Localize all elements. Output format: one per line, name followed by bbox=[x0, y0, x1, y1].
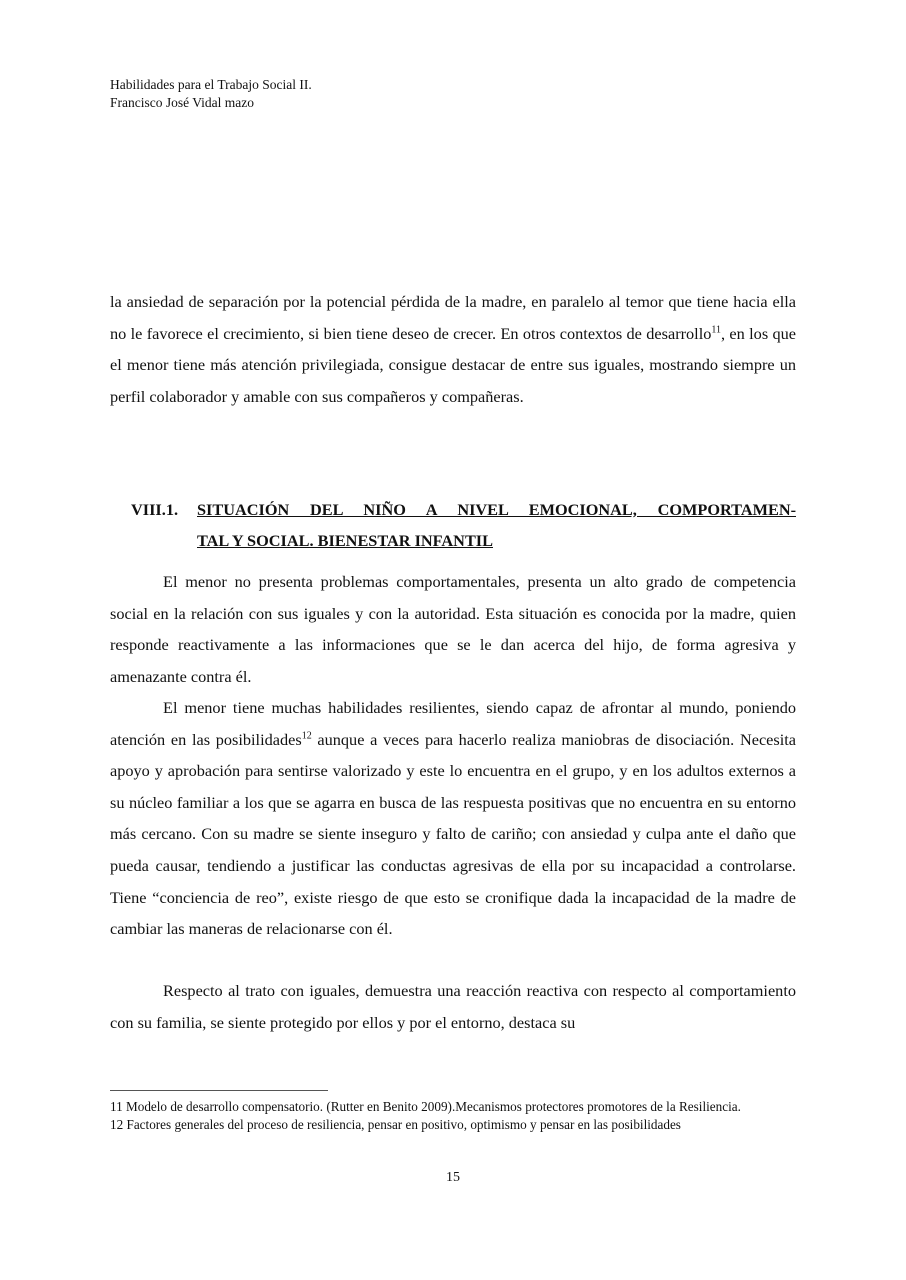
header-course-title: Habilidades para el Trabajo Social II. bbox=[110, 77, 312, 92]
paragraph-text: Respecto al trato con iguales, demuestra una reacción reactiva con respecto al comportamiento con su familia, se siente protegido por ellos y por el entorno, destaca su bbox=[110, 981, 796, 1032]
footnote-separator bbox=[110, 1090, 328, 1091]
paragraph-text: , en los que el menor tiene más atención privilegiada, consigue destacar de entre sus iguales, mostrando siempre un perfil colaborador y amable con sus compañeros y compañeras. bbox=[110, 323, 797, 406]
section-title-line-1: SITUACIÓN DEL NIÑO A NIVEL EMOCIONAL, COMPORTAMEN- bbox=[197, 500, 796, 519]
section-title-line-2: TAL Y SOCIAL. BIENESTAR INFANTIL bbox=[197, 531, 493, 550]
body-paragraph-3 bbox=[110, 692, 796, 945]
paragraph-text: El menor tiene muchas habilidades resilientes, siendo capaz de afrontar al mundo, poniendo atención en las posibilidades bbox=[110, 698, 796, 749]
footnote-ref-12[interactable]: 12 bbox=[301, 730, 312, 742]
body-paragraph-2 bbox=[110, 566, 796, 692]
body-paragraph-1 bbox=[110, 286, 796, 412]
footnote-11: 11 Modelo de desarrollo compensatorio. (Rutter en Benito 2009).Mecanismos protectores promotores de la Resiliencia. bbox=[110, 1099, 741, 1114]
footnotes bbox=[110, 1098, 796, 1133]
page-number: 15 bbox=[446, 1170, 460, 1185]
header-author: Francisco José Vidal mazo bbox=[110, 95, 255, 110]
body-paragraph-4 bbox=[110, 975, 796, 1038]
paragraph-text: la ansiedad de separación por la potencial pérdida de la madre, en paralelo al temor que tiene hacia ella no le favorece el crecimiento, si bien tiene deseo de crecer. En otros contextos de desarrollo bbox=[110, 292, 796, 343]
footnote-12: 12 Factores generales del proceso de resiliencia, pensar en positivo, optimismo y pensar en las posibilidades bbox=[110, 1116, 681, 1132]
section-number: VIII.1. bbox=[131, 500, 179, 519]
section-title bbox=[197, 494, 796, 556]
page-header bbox=[110, 76, 312, 112]
paragraph-text: aunque a veces para hacerlo realiza maniobras de disociación. Necesita apoyo y aprobación para sentirse valorizado y este lo encuentra en el grupo, y en los adultos externos a su núcleo familiar a los que se agarra en busca de las respuesta positivas que no encuentra en su entorno más cercano. Con su madre se siente inseguro y falto de cariño; con ansiedad y culpa ante el daño que pueda causar, tendiendo a justificar las conductas agresivas de ella por su incapacidad a controlarse. Tiene “conciencia de reo”, existe riesgo de que esto se cronifique dada la incapacidad de la madre de cambiar las maneras de relacionarse con él. bbox=[110, 729, 797, 939]
paragraph-text: El menor no presenta problemas comportamentales, presenta un alto grado de competencia social en la relación con sus iguales y con la autoridad. Esta situación es conocida por la madre, quien responde reactivamente a las informaciones que se le dan acerca del hijo, de forma agresiva y amenazante contra él. bbox=[110, 572, 796, 686]
footnote-ref-11[interactable]: 11 bbox=[711, 324, 722, 336]
